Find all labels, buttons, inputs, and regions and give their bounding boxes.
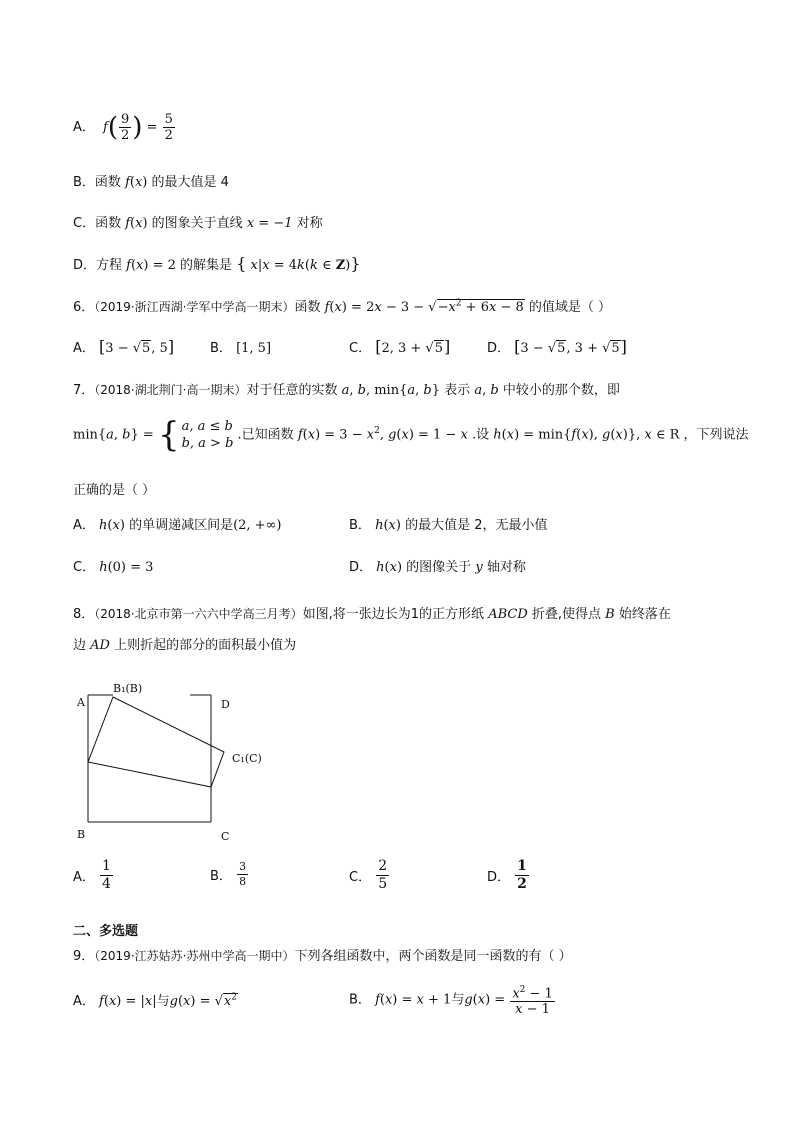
- q7-tail: 正确的是（ ）: [73, 483, 156, 498]
- label-c1: C₁(C): [232, 752, 262, 765]
- q8-option-d: D． $\frac{1}{2}$: [487, 858, 527, 892]
- label-d: D: [221, 698, 230, 711]
- question-7: 7．（2018·湖北荆门·高一期末）对于任意的实数 a, b, min{a, b} 表示 a, b 中较小的那个数，即: [73, 383, 620, 398]
- q6-option-d: D． [3 − √5, 3 + √5]: [487, 337, 627, 356]
- q5-option-b: B．函数 f(x) 的最大值是 4: [73, 175, 229, 190]
- question-9: 9．（2019·江苏姑苏·苏州中学高一期中）下列各组函数中，两个函数是同一函数的有（ ）: [73, 949, 572, 964]
- q6-option-c: C． [2, 3 + √5]: [349, 337, 451, 356]
- q6-option-a: A． [3 − √5, 5]: [73, 337, 175, 356]
- label-c: C: [221, 830, 230, 843]
- q7-option-d: D． h(x) 的图像关于 y 轴对称: [349, 560, 526, 575]
- q5-option-a: A． f( $\frac{9}{2}$ ) = $\frac{5}{2}$: [73, 112, 173, 143]
- question-8-line2: 边 AD 上则折起的部分的面积最小值为: [73, 638, 297, 653]
- q7-option-b: B． h(x) 的最大值是 2，无最小值: [349, 518, 548, 533]
- folded-flap: [88, 697, 224, 787]
- q8-option-c: C． $\frac{2}{5}$: [349, 858, 388, 892]
- question-8: 8．（2018·北京市第一六六中学高三月考）如图,将一张边长为1的正方形纸 ABCD 折叠,使得点 B 始终落在: [73, 607, 671, 622]
- q9-option-a: A． f(x) = |x|与$g(x) = √x^2$: [73, 992, 237, 1009]
- q5-option-d: D．方程 f(x) = 2 的解集是 { x|x = 4k(k ∈ Z)}: [73, 254, 361, 273]
- q6-option-b: B． [1, 5]: [210, 341, 272, 356]
- label-b1: B₁(B): [113, 682, 143, 695]
- question-6: 6．（2019·浙江西湖·学军中学高一期末）函数 $f(x) = 2x - 3 - √-x^2 + 6x - 8$ 的值域是（ ）: [73, 298, 612, 315]
- section-heading: 二、多选题: [73, 924, 139, 939]
- q7-option-c: C． h(0) = 3: [73, 560, 154, 575]
- q8-option-b: B． $\frac{3}{8}$: [210, 860, 247, 888]
- q7-definition: min{a, b} = { a, a ≤ b b, a > b .已知函数 $f(x) = 3 - x^2$, g(x) = 1 − x .设 h(x) = min{f(x), g(x)}, x ∈ R ，下列说法: [73, 415, 749, 455]
- label-a: A: [77, 696, 85, 709]
- q8-option-a: A． $\frac{1}{4}$: [73, 858, 111, 892]
- q5-option-c: C．函数 f(x) 的图象关于直线 x = −1 对称: [73, 216, 323, 231]
- label-b: B: [77, 828, 86, 841]
- q7-option-a: A． h(x) 的单调递减区间是(2, +∞): [73, 518, 282, 533]
- q9-option-b: B． f(x) = x + 1与g(x) = $\frac{x^2 - 1}{x - 1}$: [349, 985, 553, 1018]
